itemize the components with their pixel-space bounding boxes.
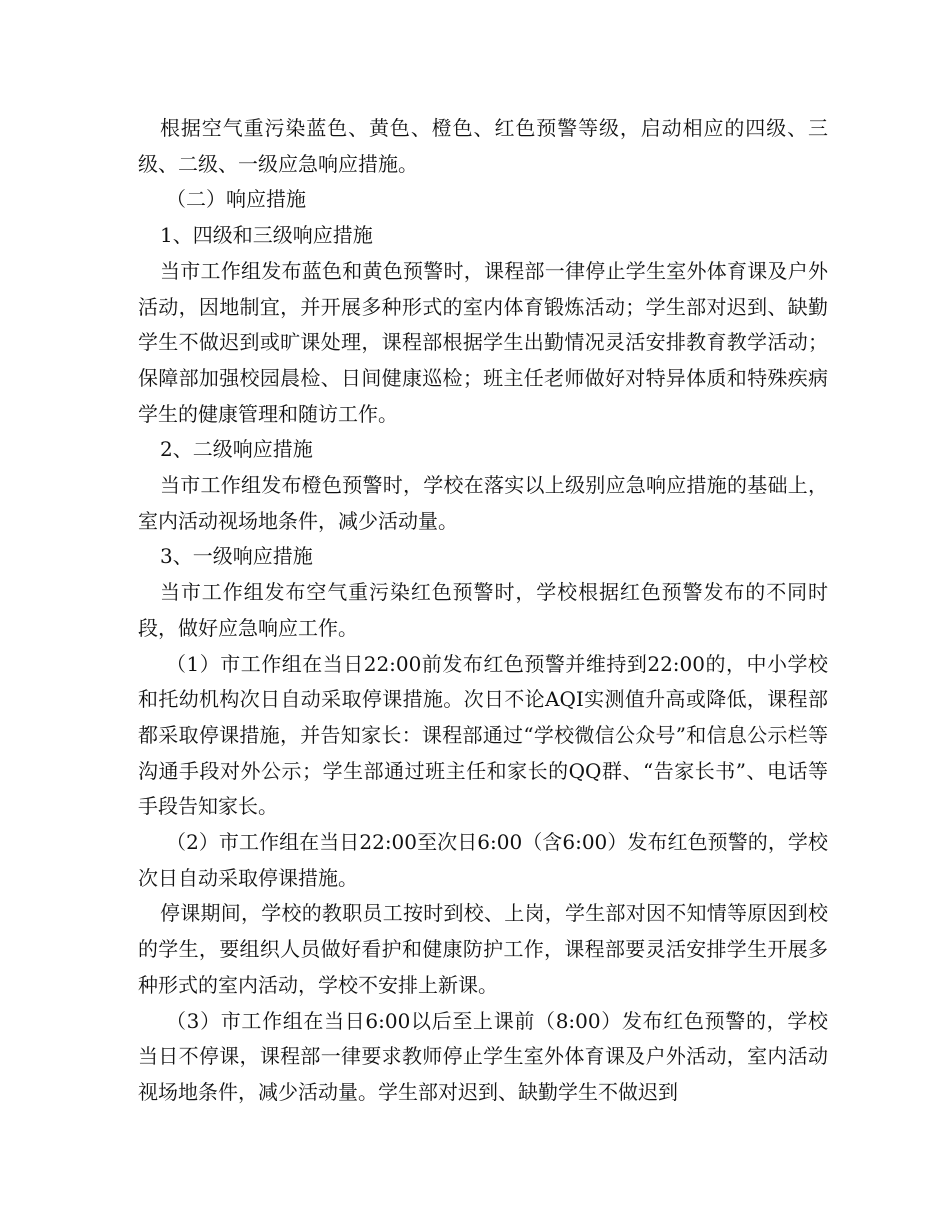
heading-level-four-three: 1、四级和三级响应措施	[160, 223, 373, 248]
heading-level-two: 2、二级响应措施	[160, 437, 313, 462]
document-body	[138, 111, 828, 1111]
paragraph-red-22-to-6: （2）市工作组在当日22:00至次日6:00（含6:00）发布红色预警的，学校次日自动采取停课措施。	[138, 830, 828, 890]
paragraph-warning-levels: 根据空气重污染蓝色、黄色、橙色、红色预警等级，启动相应的四级、三级、二级、一级应急响应措施。	[138, 116, 828, 176]
paragraph-blue-yellow-warning: 当市工作组发布蓝色和黄色预警时，课程部一律停止学生室外体育课及户外活动，因地制宜，并开展多种形式的室内体育锻炼活动；学生部对迟到、缺勤学生不做迟到或旷课处理，课程部根据学生出勤情况灵活安排教育教学活动；保障部加强校园晨检、日间健康巡检；班主任老师做好对特异体质和特殊疾病学生的健康管理和随访工作。	[138, 258, 828, 426]
paragraph-orange-warning: 当市工作组发布橙色预警时，学校在落实以上级别应急响应措施的基础上，室内活动视场地条件，减少活动量。	[138, 473, 828, 533]
heading-response-measures: （二）响应措施	[166, 187, 306, 212]
paragraph-suspension-period: 停课期间，学校的教职员工按时到校、上岗，学生部对因不知情等原因到校的学生，要组织人员做好看护和健康防护工作，课程部要灵活安排学生开展多种形式的室内活动，学校不安排上新课。	[138, 901, 828, 997]
paragraph-red-warning: 当市工作组发布空气重污染红色预警时，学校根据红色预警发布的不同时段，做好应急响应工作。	[138, 580, 828, 640]
paragraph-red-after-6: （3）市工作组在当日6:00以后至上课前（8:00）发布红色预警的，学校当日不停课，课程部一律要求教师停止学生室外体育课及户外活动，室内活动视场地条件，减少活动量。学生部对迟到、缺勤学生不做迟到	[138, 1008, 828, 1104]
paragraph-red-before-22: （1）市工作组在当日22:00前发布红色预警并维持到22:00的，中小学校和托幼机构次日自动采取停课措施。次日不论AQI实测值升高或降低，课程部都采取停课措施，并告知家长：课程部通过“学校微信公众号”和信息公示栏等沟通手段对外公示；学生部通过班主任和家长的QQ群、“告家长书”、电话等手段告知家长。	[138, 651, 828, 819]
heading-level-one: 3、一级响应措施	[160, 544, 313, 569]
